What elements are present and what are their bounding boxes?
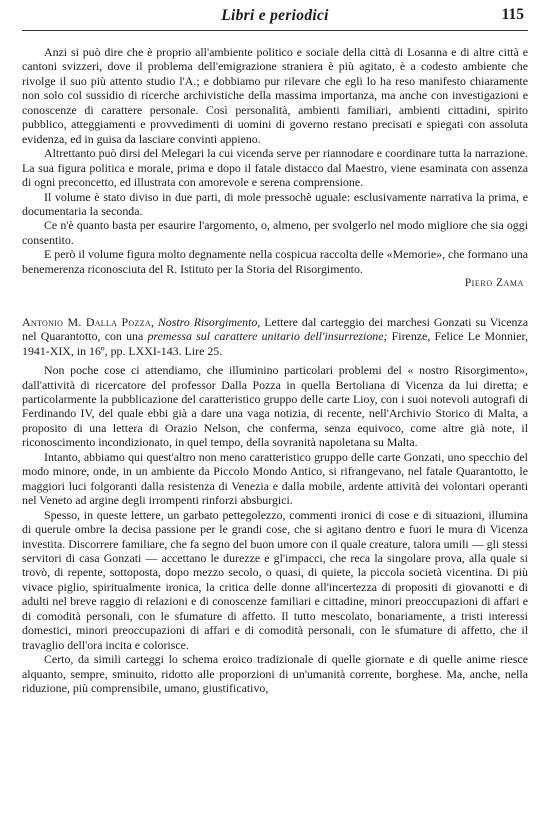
page-header — [22, 0, 528, 31]
review-continuation — [22, 45, 528, 291]
book-title: Nostro Risorgimento — [157, 314, 258, 329]
review2-paragraph-4: Certo, da simili carteggi lo schema eroico tradizionale di quelle giornate e di quelle anime riesce alquanto, sempre, sminuito, ridotto alle proporzioni di un'umanità corrente, borghese. Ma, anche, nella riduzione, più comprensibile, umano, giustificativo, — [22, 652, 528, 696]
book-author: Antonio M. Dalla Pozza — [22, 314, 151, 329]
review1-paragraph-5: E però il volume figura molto degnamente nella cospicua raccolta delle «Memorie», che formano una benemerenza riconosciuta del R. Istituto per la Storia del Risorgimento. — [22, 247, 528, 276]
book-entry: Antonio M. Dalla Pozza, Nostro Risorgimento, Lettere dal carteggio dei marchesi Gonzati su Vicenza nel Quarantotto, con una premessa sul carattere unitario dell'insurrezione; Firenze, Felice Le Monnier, 1941-XIX, in 16º, pp. LXXI-143. Lire 25. — [22, 314, 528, 358]
review1-paragraph-1: Anzi si può dire che è proprio all'ambiente politico e sociale della città di Losanna e di altre città e cantoni svizzeri, dove il problema dell'emigrazione straniera è più agitato, è a codesto ambiente che rivolge il suo più attento studio l'A.; e dobbiamo pur rilevare che egli lo ha reso manifesto chiaramente non solo col sussidio di ricerche archivistiche della massima importanza, ma anche con investigazioni e conoscenze di carattere personale. Così personalità, ambienti familiari, ambienti cittadini, spirito pubblico, atteggiamenti e provvedimenti di uomini di governo restano precisati e spiegati con assoluta evidenza, ed in guisa da lasciare convinti appieno. — [22, 45, 528, 146]
review-body — [22, 363, 528, 695]
book-subtitle: , Lettere dal carteggio dei marchesi Gonzati su Vicenza nel Quarantotto, con una — [22, 314, 528, 344]
section-separator — [22, 291, 528, 315]
review2-paragraph-1: Non poche cose ci attendiamo, che illuminino particolari problemi del « nostro Risorgimento», dall'attività di ricercatore del professor Dalla Pozza in quella Bertoliana di Vicenza da lui diretta; e particolarmente la pubblicazione del caratteristico gruppo delle carte Lioy, con i suoi notevoli autografi di Ferdinando IV, del quale ebbi già a dare una vaga notizia, di recente, nell'Archivio Storico di Malta, a proposito di una lettera di Orazio Nelson, che conferma, senza equivoco, come altre già note, il riconoscimento incondizionato, in quel tempo, della sovranità napoletana su Malta. — [22, 363, 528, 450]
page-number: 115 — [501, 6, 524, 23]
book-publication: Firenze, Felice Le Monnier, 1941-XIX, in 16º, pp. LXXI-143. Lire 25. — [22, 329, 528, 358]
running-head: Libri e periodici — [221, 7, 329, 24]
review1-paragraph-4: Ce n'è quanto basta per esaurire l'argomento, o, almeno, per svolgerlo nel modo migliore che sia oggi consentito. — [22, 218, 528, 247]
review2-paragraph-3: Spesso, in queste lettere, un garbato pettegolezzo, commenti ironici di cose e di situazioni, illumina di querule ombre la decisa passione per le grandi cose, che si agitano dentro e fuori le mura di Vicenza investita. Discorrere familiare, che fa segno del buon umore con il quale creature, talora umili — gli stessi servitori di casa Gonzati — accettano le durezze e gl'impacci, che reca la singolare prova, alla quale si trovò, di repente, sottoposta, dopo mezzo secolo, o quasi, di quiete, la piccola società vicentina. Di più vivace piglio, spiritualmente ironica, la critica delle donne all'incertezza di propositi di giovanotti e di adulti nel breve raggio di relazioni e di conoscenze familiari e cittadine, minori preoccupazioni di affari e di comodità personali, con le sfumature di affetto. Il tutto mescolato, bonariamente, a tristi interessi domestici, minori preoccupazioni di affari e di comodità personali, con le sfumature di affetto, che il travaglio dell'ora incita e colorisce. — [22, 507, 528, 652]
review1-paragraph-2: Altrettanto può dirsi del Melegari la cui vicenda serve per riannodare e coordinare tutta la narrazione. La sua figura politica e morale, prima e dopo il fatale distacco dal Maestro, viene esaminata con assenza di ogni preconcetto, ed illustrata con amorevole e serena comprensione. — [22, 146, 528, 190]
book-page — [22, 0, 528, 695]
review1-paragraph-3: Il volume è stato diviso in due parti, di mole pressochè uguale: esclusivamente narrativa la prima, e documentaria la seconda. — [22, 189, 528, 218]
book-premessa: premessa sul carattere unitario dell'insurrezione; — [147, 329, 388, 344]
review2-paragraph-2: Intanto, abbiamo qui quest'altro non meno caratteristico gruppo delle carte Gonzati, uno specchio del modo minore, onde, in un ambiente da Piccolo Mondo Antico, si rifrangevano, nel fatale Quarantotto, le maggiori luci folgoranti dalla resistenza di Venezia e dalla mobile, ardente attività dei volontari operanti nel Veneto ad argine degli irrompenti rinforzi absburgici. — [22, 449, 528, 508]
reviewer-signature: Piero Zama — [464, 277, 524, 290]
